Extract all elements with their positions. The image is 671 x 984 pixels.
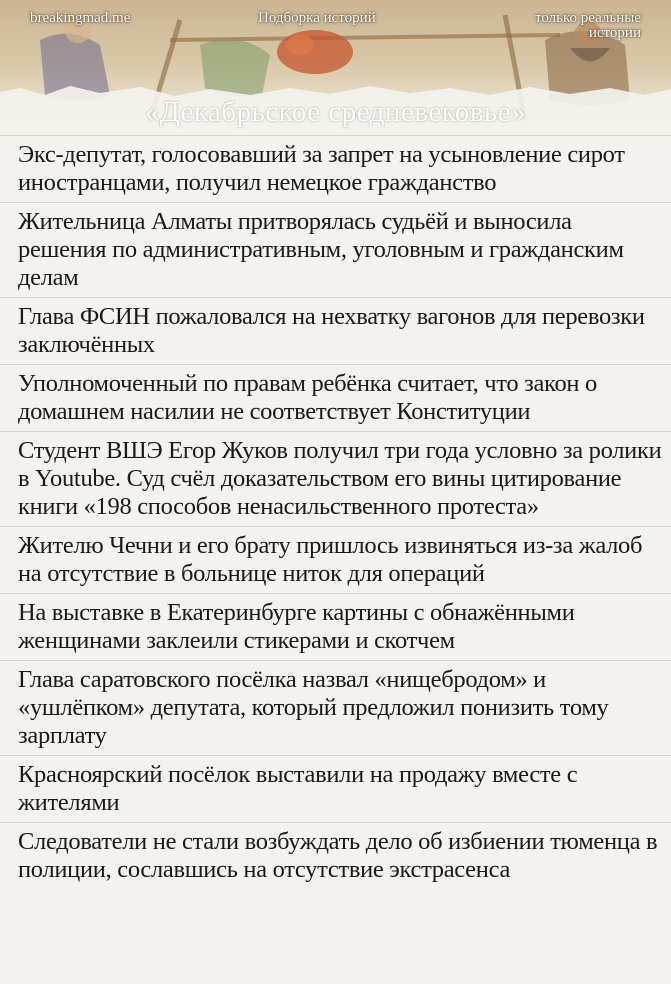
headline-item: Студент ВШЭ Егор Жуков получил три года условно за ролики в Youtube. Суд счёл доказательством его вины цитирование книги «198 способов ненасильственного протеста» xyxy=(0,431,671,526)
headline-item: Уполномоченный по правам ребёнка считает, что закон о домашнем насилии не соответствует Конституции xyxy=(0,364,671,431)
headline-item: Жителю Чечни и его брату пришлось извиняться из-за жалоб на отсутствие в больнице ниток для операций xyxy=(0,526,671,593)
headline-item: Экс-депутат, голосовавший за запрет на усыновление сирот иностранцами, получил немецкое гражданство xyxy=(0,135,671,202)
headline-list xyxy=(0,135,671,889)
site-name: breakingmad.me xyxy=(30,10,131,26)
headline-item: Глава саратовского посёлка назвал «нищебродом» и «ушлёпком» депутата, который предложил понизить тому зарплату xyxy=(0,660,671,755)
header-illustration xyxy=(0,0,671,140)
section-title: Подборка историй xyxy=(258,10,376,26)
headline-item: Жительница Алматы притворялась судьёй и выносила решения по административным, уголовным и гражданским делам xyxy=(0,202,671,297)
headline-item: На выставке в Екатеринбурге картины с обнажёнными женщинами заклеили стикерами и скотчем xyxy=(0,593,671,660)
headline-item: Глава ФСИН пожаловался на нехватку вагонов для перевозки заключённых xyxy=(0,297,671,364)
red-figure xyxy=(277,30,353,74)
tagline: только реальные истории xyxy=(535,10,641,41)
series-title: «Декабрьское средневековье» xyxy=(144,96,527,128)
headline-item: Красноярский посёлок выставили на продажу вместе с жителями xyxy=(0,755,671,822)
headline-item: Следователи не стали возбуждать дело об избиении тюменца в полиции, сославшись на отсутствие экстрасенса xyxy=(0,822,671,889)
